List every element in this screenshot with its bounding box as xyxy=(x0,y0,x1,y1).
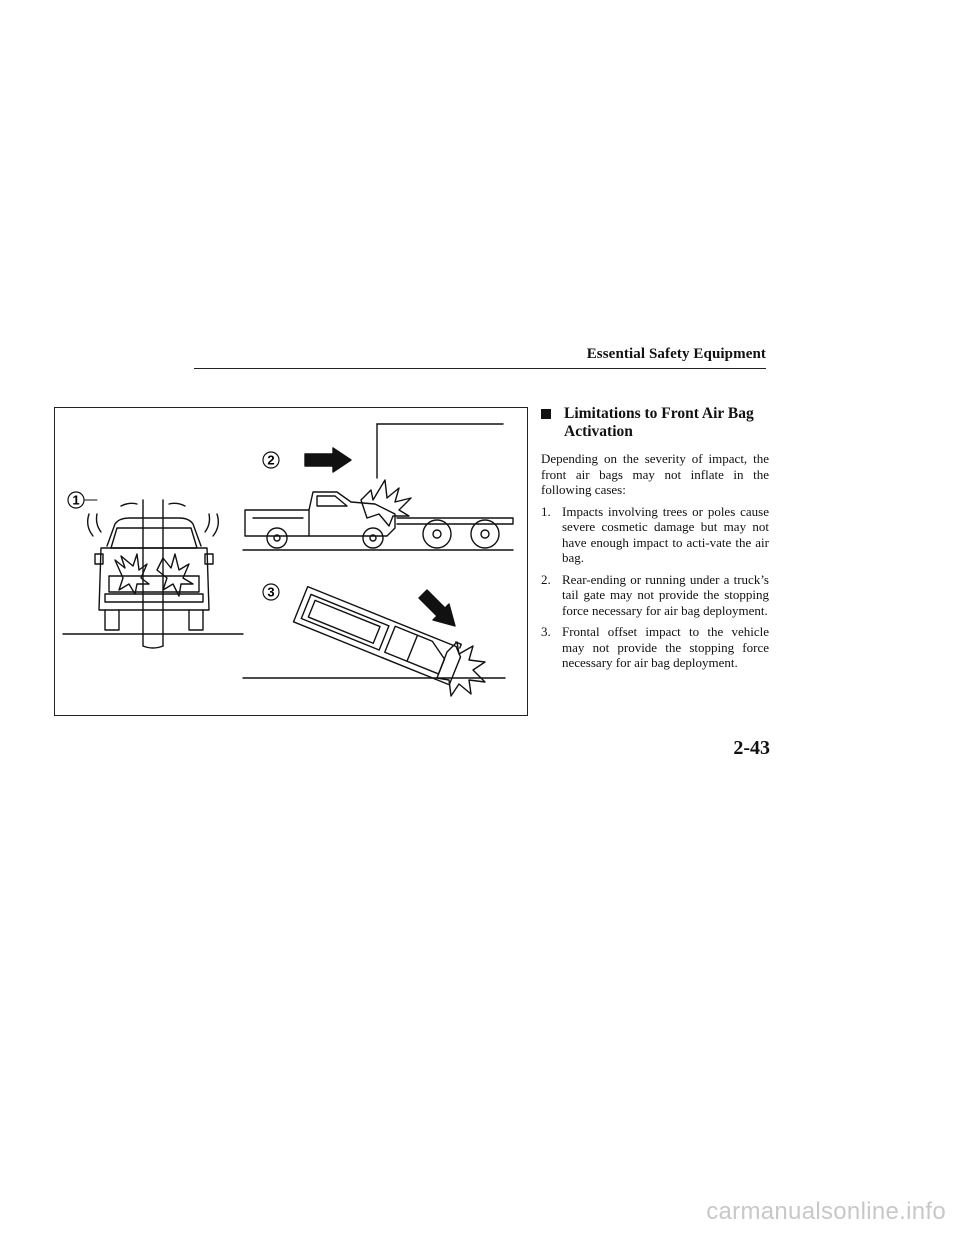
callout-1: 1 xyxy=(72,492,80,508)
underride-collision-icon xyxy=(243,424,513,550)
tree-collision-icon xyxy=(63,492,243,648)
section-heading-text: Limitations to Front Air Bag Activation xyxy=(564,405,754,440)
square-bullet-icon xyxy=(541,409,551,419)
list-item-text: Frontal offset impact to the vehicle may not provide the stopping force necessary for air bag deployment. xyxy=(562,624,769,670)
list-item-number: 2. xyxy=(541,571,551,587)
watermark[interactable]: carmanualsonline.info xyxy=(706,1198,946,1225)
airbag-limitations-section xyxy=(541,405,769,677)
offset-collision-icon xyxy=(243,583,505,696)
list-item-number: 3. xyxy=(541,624,551,639)
section-title: Essential Safety Equipment xyxy=(586,346,766,362)
list-item xyxy=(541,624,769,671)
list-item-number: 1. xyxy=(541,503,551,519)
intro-paragraph: Depending on the severity of impact, the front air bags may not inflate in the following cases: xyxy=(541,451,769,497)
section-heading xyxy=(541,405,769,441)
callout-3: 3 xyxy=(267,584,275,600)
callout-2: 2 xyxy=(267,452,275,468)
illustration-figure xyxy=(54,407,528,716)
list-item-text: Impacts involving trees or poles cause severe cosmetic damage but may not have enough impact to acti-vate the air bag. xyxy=(562,503,769,565)
list-item xyxy=(541,504,769,566)
list-item xyxy=(541,572,769,619)
list-item-text: Rear-ending or running under a truck’s tail gate may not provide the stopping force necessary for air bag deployment. xyxy=(562,571,769,618)
page-number: 2-43 xyxy=(733,737,770,759)
header-divider xyxy=(194,368,766,369)
